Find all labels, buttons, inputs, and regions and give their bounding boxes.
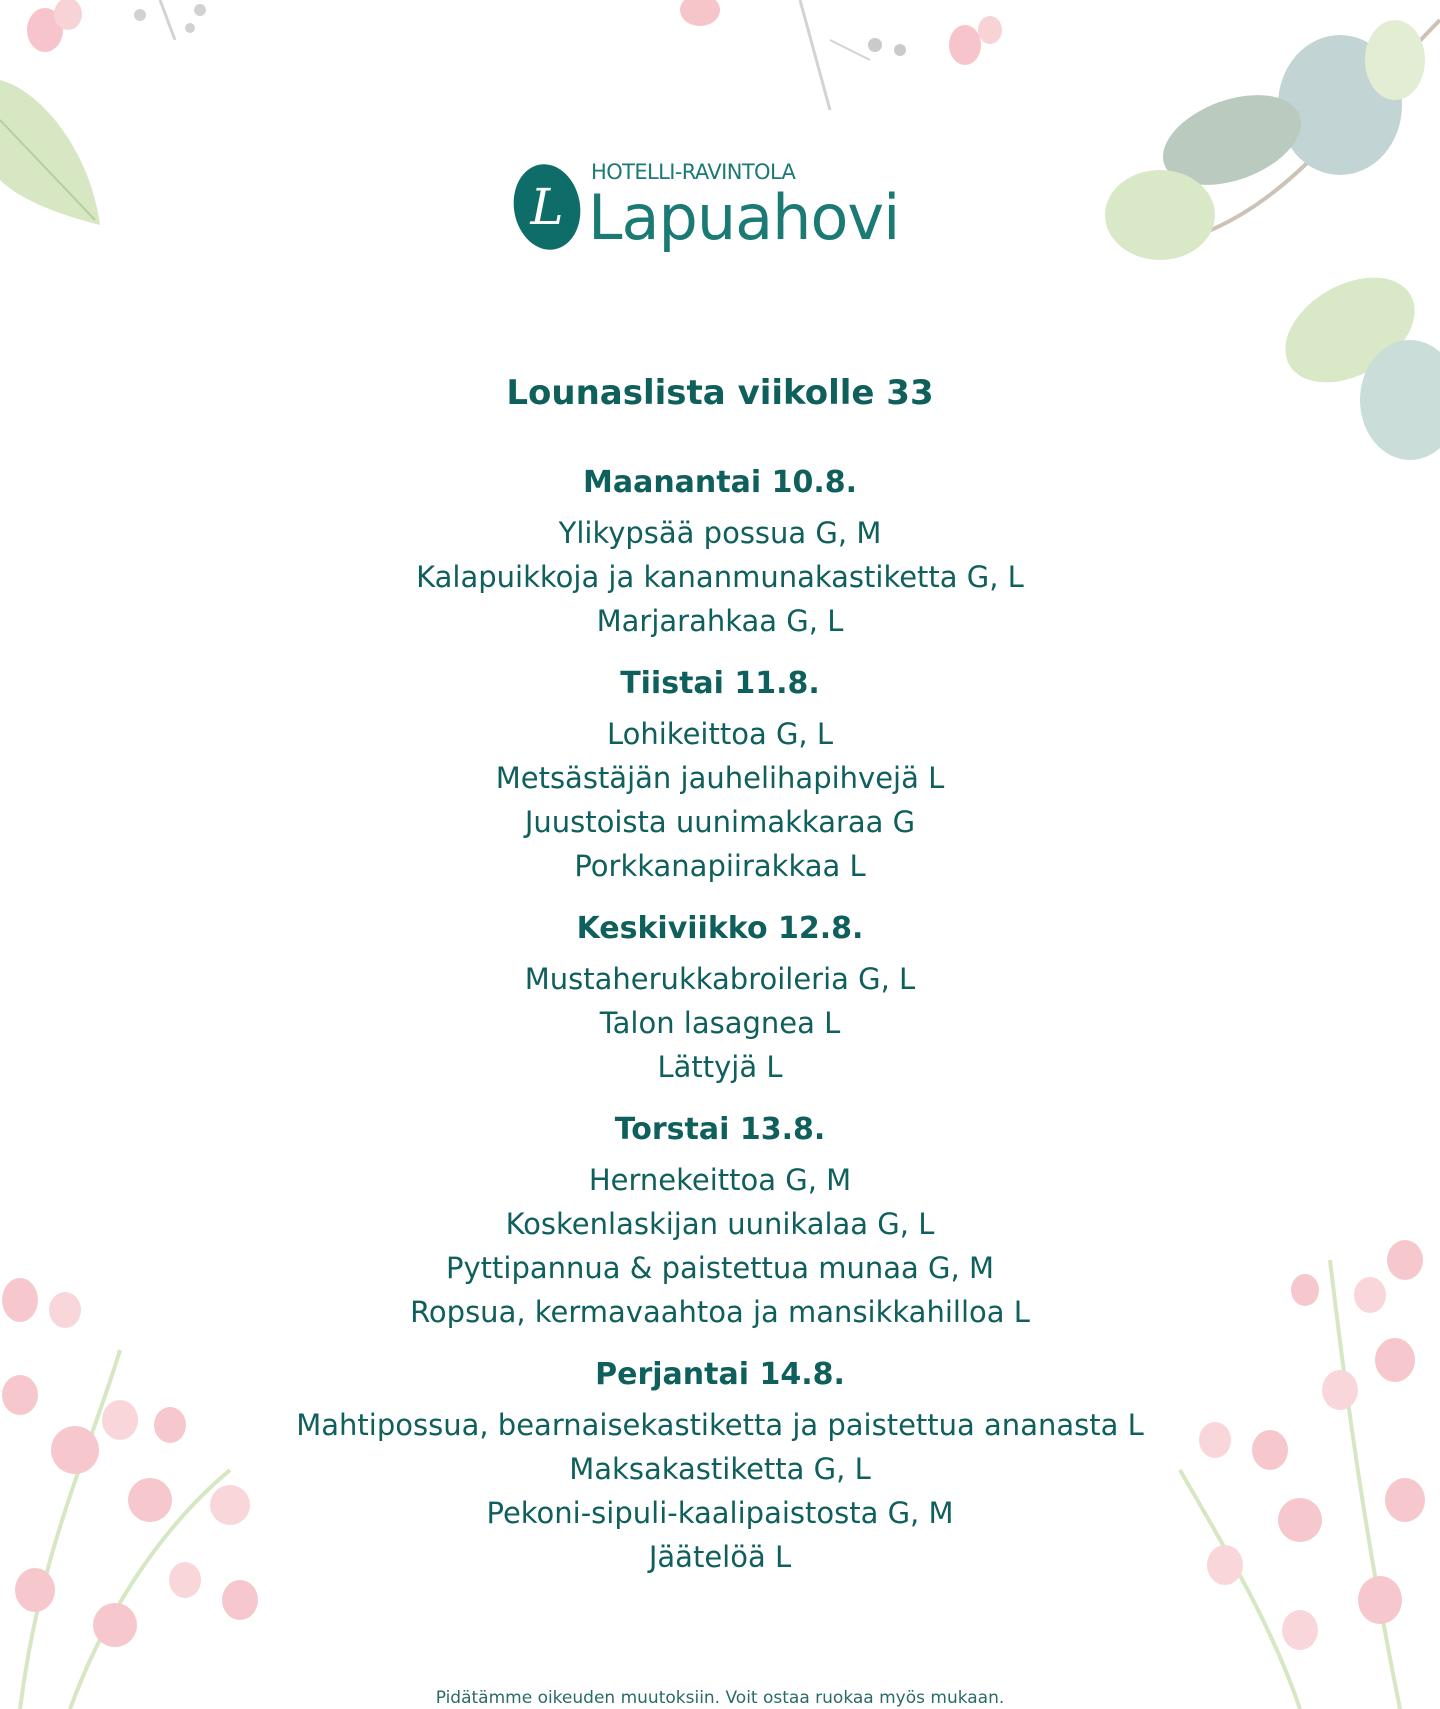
dish-item: Ylikypsää possua G, M (558, 516, 882, 550)
day-tuesday (0, 662, 1440, 888)
day-friday (0, 1353, 1440, 1579)
dish-item: Lättyjä L (657, 1050, 783, 1084)
dish-item: Porkkanapiirakkaa L (574, 849, 866, 883)
dish-item: Juustoista uunimakkaraa G (524, 805, 916, 839)
day-wednesday (0, 907, 1440, 1089)
dish-item: Marjarahkaa G, L (596, 604, 844, 638)
dish-item: Pyttipannua & paistettua munaa G, M (446, 1251, 994, 1285)
weekly-menu (0, 461, 1440, 1598)
dish-item: Hernekeittoa G, M (588, 1163, 852, 1197)
day-heading: Maanantai 10.8. (582, 465, 858, 500)
dish-item: Kalapuikkoja ja kananmunakastiketta G, L (416, 560, 1024, 594)
day-heading: Tiistai 11.8. (620, 666, 820, 701)
brand-logo (514, 156, 924, 266)
flowers-top (27, 0, 1002, 110)
dish-item: Mustaherukkabroileria G, L (524, 962, 916, 996)
dish-item: Ropsua, kermavaahtoa ja mansikkahilloa L (410, 1295, 1030, 1329)
dish-item: Talon lasagnea L (599, 1006, 841, 1040)
footer-note: Pidätämme oikeuden muutoksiin. Voit ostaa ruokaa myös mukaan. (435, 1688, 1005, 1708)
day-heading: Torstai 13.8. (614, 1112, 826, 1147)
dish-item: Lohikeittoa G, L (606, 717, 834, 751)
dish-item: Koskenlaskijan uunikalaa G, L (505, 1207, 935, 1241)
dish-item: Maksakastiketta G, L (569, 1452, 871, 1486)
day-thursday (0, 1108, 1440, 1334)
dish-item: Jäätelöä L (648, 1540, 792, 1574)
dish-item: Metsästäjän jauhelihapihvejä L (495, 761, 945, 795)
day-heading: Perjantai 14.8. (595, 1357, 845, 1392)
brand-name: Lapuahovi (588, 181, 900, 254)
dish-item: Mahtipossua, bearnaisekastiketta ja paistettua ananasta L (296, 1408, 1144, 1442)
day-monday (0, 461, 1440, 643)
leaf-top-left (0, 80, 100, 225)
dish-item: Pekoni-sipuli-kaalipaistosta G, M (486, 1496, 954, 1530)
day-heading: Keskiviikko 12.8. (576, 911, 864, 946)
menu-title: Lounaslista viikolle 33 (506, 373, 934, 413)
logo-letter: L (530, 178, 564, 236)
brand-subtitle: HOTELLI-RAVINTOLA (591, 160, 796, 184)
